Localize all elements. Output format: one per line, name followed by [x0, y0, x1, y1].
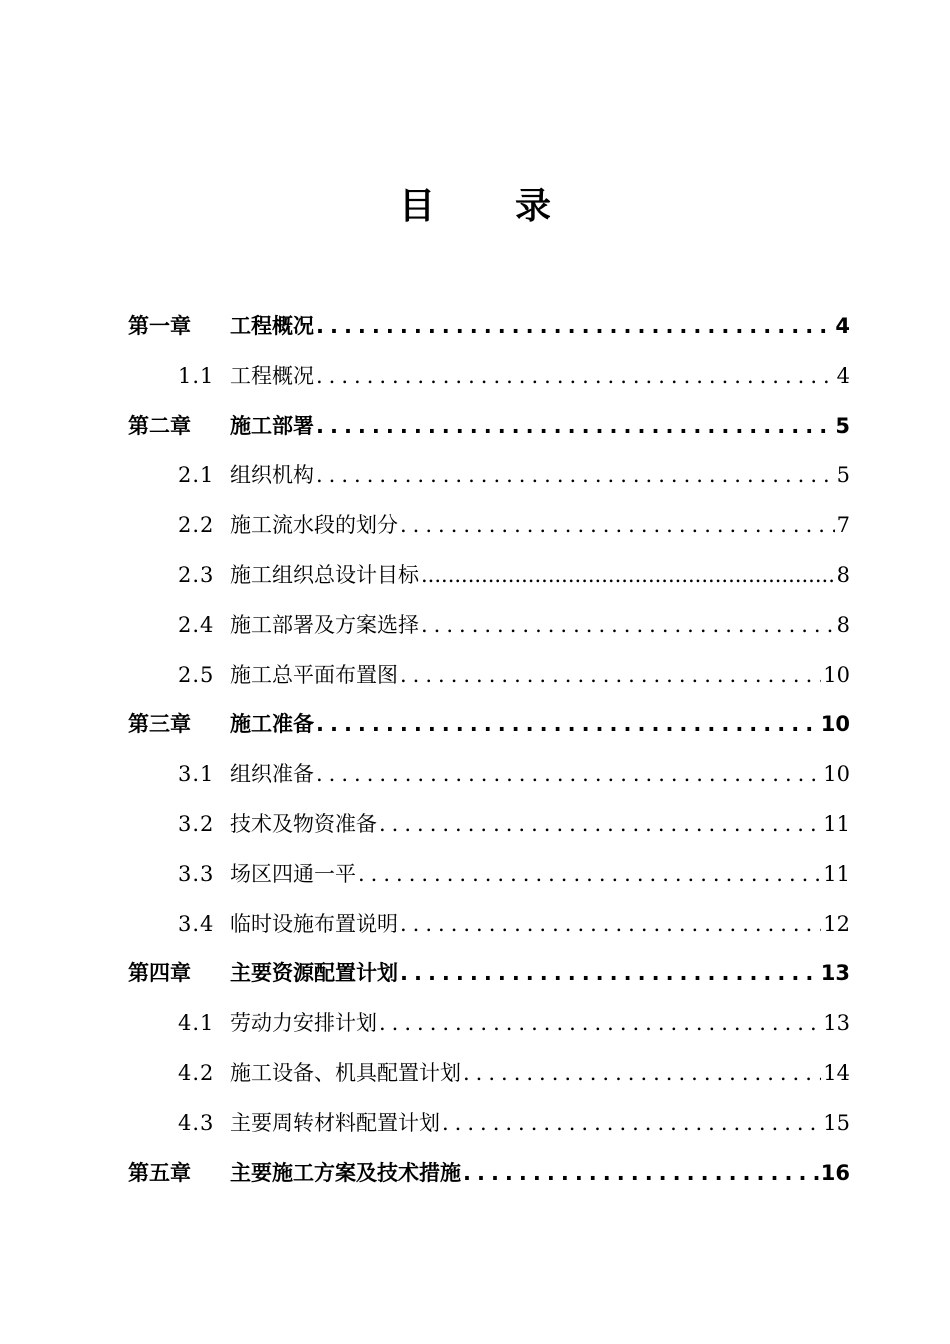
- toc-page-number: 8: [836, 562, 850, 587]
- toc-number: 2.4: [178, 612, 215, 637]
- toc-number: 2.3: [178, 562, 215, 587]
- dot-leader: [400, 501, 835, 551]
- toc-section-3-1[interactable]: [128, 750, 850, 800]
- toc-page-number: 10: [823, 662, 850, 687]
- dot-leader: [400, 900, 821, 950]
- toc-number: 第四章: [128, 961, 191, 986]
- toc-label: 组织机构: [230, 463, 314, 488]
- toc-section-2-3[interactable]: [128, 551, 850, 601]
- toc-number: 第一章: [128, 314, 191, 338]
- toc-section-4-3[interactable]: [128, 1099, 850, 1149]
- toc-page-number: 5: [836, 463, 850, 488]
- toc-chapter-1[interactable]: [128, 302, 850, 352]
- toc-number: 2.2: [178, 513, 215, 538]
- toc-section-2-2[interactable]: [128, 501, 850, 551]
- toc-page-number: 4: [835, 314, 850, 338]
- toc-number: 第二章: [128, 413, 191, 438]
- toc-number: 1.1: [178, 363, 215, 388]
- toc-page-number: 7: [836, 513, 850, 538]
- toc-number: 2.1: [178, 463, 215, 488]
- toc-label: 施工流水段的划分: [230, 513, 398, 538]
- dot-leader: [442, 1099, 821, 1149]
- toc-label: 施工设备、机具配置计划: [230, 1060, 461, 1085]
- toc-number: 3.4: [178, 911, 215, 936]
- toc-number: 4.3: [178, 1110, 215, 1135]
- toc-number: 3.2: [178, 811, 215, 836]
- toc-label: 工程概况: [230, 363, 314, 388]
- toc-page-number: 10: [820, 712, 850, 737]
- toc-title-char-2: 录: [515, 186, 552, 227]
- toc-section-2-4[interactable]: [128, 601, 850, 651]
- toc-number: 4.1: [178, 1011, 215, 1036]
- toc-chapter-3[interactable]: [128, 700, 850, 750]
- dot-leader: [316, 700, 819, 750]
- toc-page-number: 13: [823, 1011, 850, 1036]
- toc-number: 3.1: [178, 762, 215, 787]
- toc-number: 2.5: [178, 662, 215, 687]
- toc-number: 第五章: [128, 1160, 191, 1185]
- toc-section-3-4[interactable]: [128, 900, 850, 950]
- toc-label: 施工总平面布置图: [230, 662, 398, 687]
- toc-label: 施工部署及方案选择: [230, 612, 419, 637]
- toc-label: 主要施工方案及技术措施: [230, 1160, 461, 1185]
- dot-leader: [400, 651, 821, 701]
- dot-leader: [316, 750, 821, 800]
- toc-chapter-5[interactable]: [128, 1149, 850, 1199]
- dot-leader: [463, 1149, 819, 1199]
- toc-section-2-5[interactable]: [128, 651, 850, 701]
- toc-label: 主要周转材料配置计划: [230, 1110, 440, 1135]
- toc-section-4-1[interactable]: [128, 999, 850, 1049]
- toc-label: 组织准备: [230, 762, 314, 787]
- toc-title-char-1: 目: [398, 186, 435, 227]
- dot-leader: [316, 352, 835, 402]
- toc-section-3-3[interactable]: [128, 850, 850, 900]
- toc-section-1-1[interactable]: [128, 352, 850, 402]
- dot-leader: [316, 302, 833, 352]
- toc-label: 施工部署: [230, 413, 314, 438]
- toc-label: 技术及物资准备: [230, 811, 377, 836]
- dot-leader: [421, 601, 835, 651]
- toc-section-3-2[interactable]: [128, 800, 850, 850]
- toc-page-number: 5: [835, 413, 850, 438]
- toc-number: 3.3: [178, 861, 215, 886]
- dot-leader: [379, 999, 821, 1049]
- toc-page-number: 10: [823, 762, 850, 787]
- toc-page-number: 15: [823, 1110, 850, 1135]
- toc-page-number: 4: [836, 363, 850, 388]
- toc-page-number: 11: [823, 861, 850, 886]
- toc-label: 施工组织总设计目标: [230, 562, 419, 587]
- dot-leader: [379, 800, 821, 850]
- toc-chapter-2[interactable]: [128, 402, 850, 452]
- toc-page-number: 14: [823, 1060, 850, 1085]
- toc-section-4-2[interactable]: [128, 1049, 850, 1099]
- toc-label: 劳动力安排计划: [230, 1011, 377, 1036]
- toc-number: 4.2: [178, 1060, 215, 1085]
- dot-leader: [463, 1049, 821, 1099]
- toc-label: 临时设施布置说明: [230, 911, 398, 936]
- toc-page-number: 8: [836, 612, 850, 637]
- dot-leader: [316, 402, 833, 452]
- dot-leader: [358, 850, 821, 900]
- toc-page-number: 13: [820, 961, 850, 986]
- table-of-contents: [128, 302, 850, 1198]
- dot-leader: [316, 451, 835, 501]
- toc-title: [0, 178, 950, 229]
- toc-page-number: 16: [820, 1160, 850, 1185]
- dot-leader: [421, 551, 835, 601]
- toc-label: 工程概况: [230, 314, 314, 338]
- toc-chapter-4[interactable]: [128, 949, 850, 999]
- toc-label: 施工准备: [230, 712, 314, 737]
- dot-leader: [400, 949, 819, 999]
- toc-page-number: 11: [823, 811, 850, 836]
- toc-label: 主要资源配置计划: [230, 961, 398, 986]
- toc-page-number: 12: [823, 911, 850, 936]
- toc-label: 场区四通一平: [230, 861, 356, 886]
- toc-section-2-1[interactable]: [128, 451, 850, 501]
- toc-number: 第三章: [128, 712, 191, 737]
